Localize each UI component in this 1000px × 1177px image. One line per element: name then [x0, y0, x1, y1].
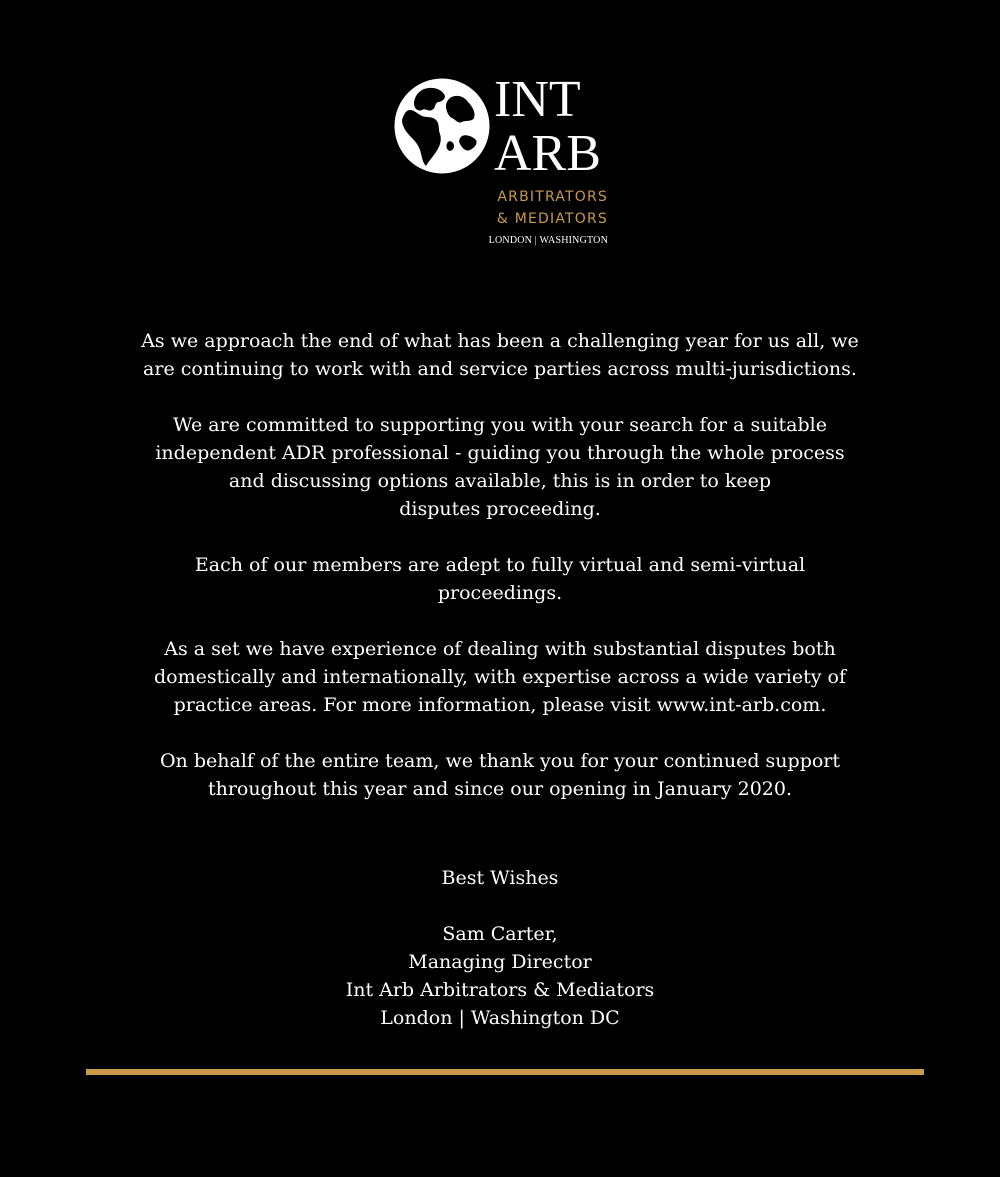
paragraph-3-line-2: proceedings.: [437, 582, 563, 604]
paragraph-1-line-1: As we approach the end of what has been a challenging year for us all, we: [141, 330, 859, 352]
letter-body: [100, 327, 900, 831]
signoff: [100, 864, 900, 1032]
paragraph-1-line-2: are continuing to work with and service parties across multi-jurisdictions.: [143, 358, 857, 380]
signoff-company: Int Arb Arbitrators & Mediators: [345, 979, 655, 1001]
paragraph-5: [100, 747, 900, 803]
paragraph-4-line-3: practice areas. For more information, please visit www.int-arb.com.: [173, 694, 827, 716]
paragraph-2: [100, 411, 900, 523]
paragraph-3-line-1: Each of our members are adept to fully virtual and semi-virtual: [194, 554, 806, 576]
paragraph-2-line-1: We are committed to supporting you with your search for a suitable: [173, 414, 827, 436]
signoff-greeting: Best Wishes: [441, 867, 559, 889]
logo-cities: LONDON | WASHINGTON: [488, 235, 608, 246]
int-arb-logo: [392, 71, 612, 250]
signoff-role: Managing Director: [408, 951, 592, 973]
logo-title-arb: ARB: [494, 125, 601, 182]
paragraph-4: [100, 635, 900, 719]
signoff-location: London | Washington DC: [380, 1007, 620, 1029]
paragraph-1: [100, 327, 900, 383]
paragraph-2-line-4: disputes proceeding.: [399, 498, 601, 520]
paragraph-4-line-2: domestically and internationally, with expertise across a wide variety of: [154, 666, 846, 688]
paragraph-5-line-1: On behalf of the entire team, we thank you for your continued support: [159, 750, 841, 772]
globe-icon: [392, 76, 492, 176]
paragraph-2-line-2: independent ADR professional - guiding you through the whole process: [155, 442, 845, 464]
paragraph-4-line-1: As a set we have experience of dealing with substantial disputes both: [164, 638, 836, 660]
signoff-gap: [100, 892, 900, 920]
logo-subtitle-arbitrators: ARBITRATORS: [497, 189, 608, 205]
logo-subtitle-mediators: & MEDIATORS: [496, 211, 608, 227]
paragraph-3: [100, 551, 900, 607]
signoff-name: Sam Carter,: [442, 923, 558, 945]
gold-divider: [86, 1069, 924, 1075]
paragraph-5-line-2: throughout this year and since our opening in January 2020.: [207, 778, 793, 800]
paragraph-2-line-3: and discussing options available, this is in order to keep: [228, 470, 772, 492]
logo-title-int: INT: [494, 71, 581, 128]
